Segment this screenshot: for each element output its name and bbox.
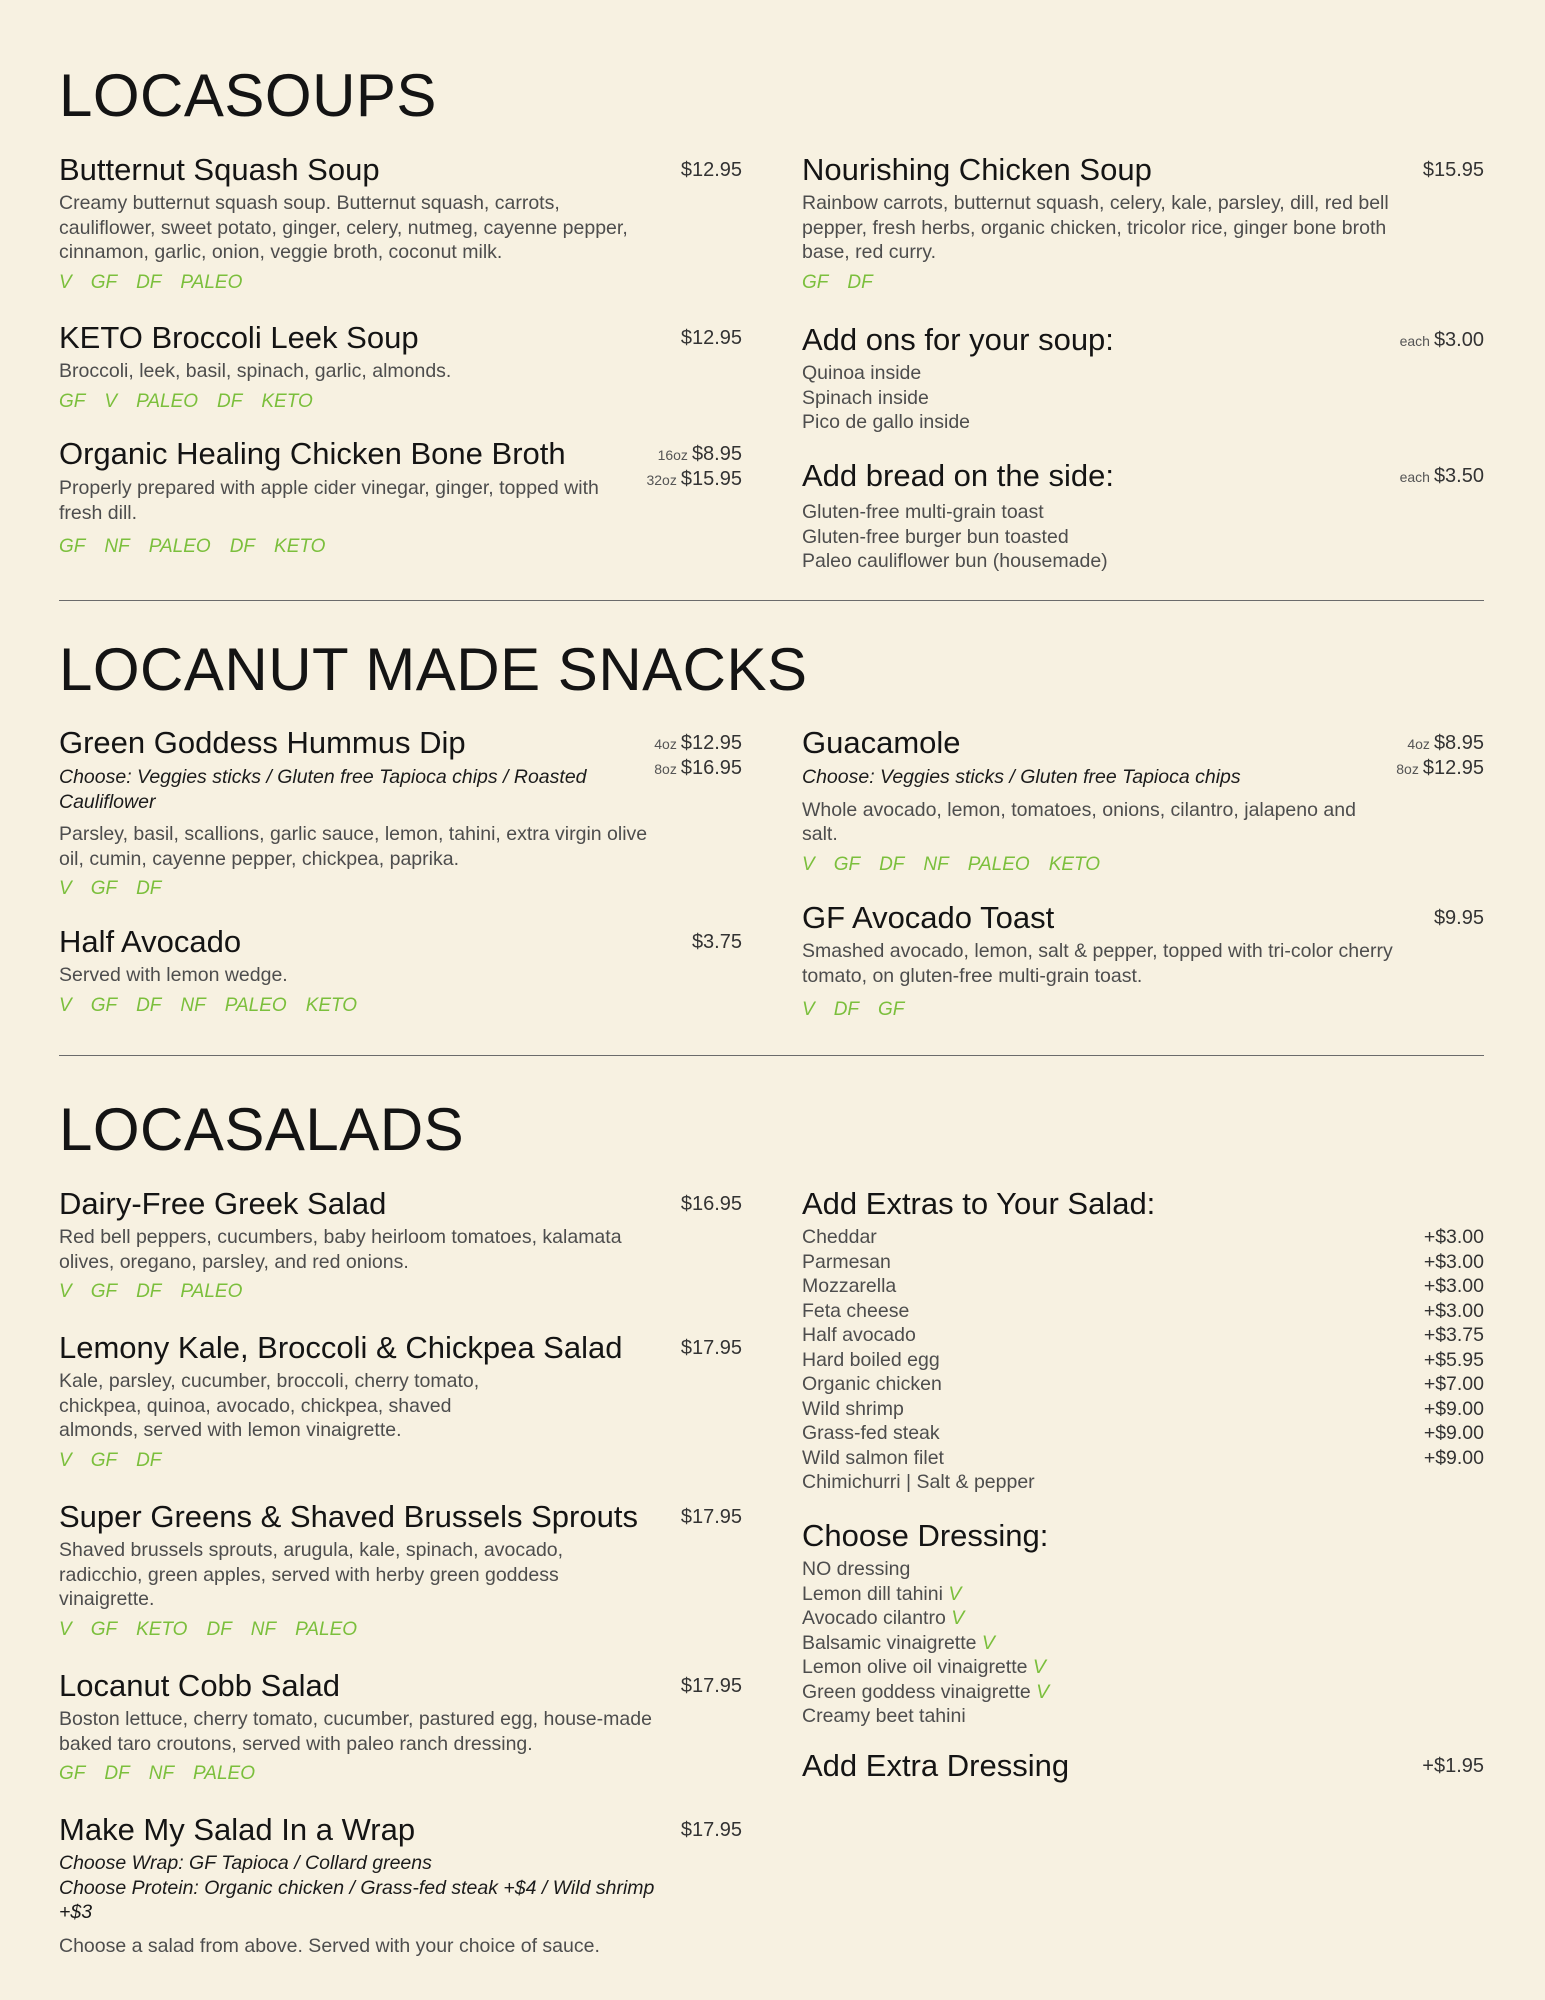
item-name: Dairy-Free Greek Salad: [59, 1186, 387, 1221]
item-name: Organic Healing Chicken Bone Broth: [59, 436, 566, 471]
list-item: Chimichurri | Salt & pepper: [802, 1471, 1035, 1493]
dressing-choices: [802, 1518, 1484, 1729]
item-description: Properly prepared with apple cider vinegar, ginger, topped with fresh dill.: [59, 477, 599, 524]
list-item: Parmesan +$3.00: [802, 1250, 1484, 1273]
item-description: Boston lettuce, cherry tomato, cucumber, pastured egg, house-made baked taro croutons, served with paleo ranch dressing.: [59, 1708, 652, 1755]
diet-tag: DF: [104, 1763, 130, 1784]
diet-tag: V: [59, 271, 72, 293]
list-item: Wild shrimp +$9.00: [802, 1397, 1484, 1420]
item-name: Nourishing Chicken Soup: [802, 152, 1152, 187]
size-label: 32oz: [646, 472, 677, 488]
item-price: $17.95: [680, 1819, 742, 1841]
list-item: Pico de gallo inside: [802, 411, 971, 433]
diet-tag: V: [59, 1618, 72, 1640]
item-name: Add Extra Dressing: [802, 1748, 1070, 1783]
list-item: Balsamic vinaigrette V: [802, 1631, 995, 1654]
item-name: Green Goddess Hummus Dip: [59, 725, 466, 760]
item-price: $3.50: [1433, 465, 1484, 487]
diet-tag: NF: [180, 994, 206, 1016]
diet-tag: V: [802, 999, 815, 1020]
item-price: $12.95: [1422, 757, 1484, 779]
item-price: +$1.95: [1422, 1755, 1484, 1777]
item-description: Smashed avocado, lemon, salt & pepper, topped with tri-color cherry tomato, on gluten-free multi-grain toast.: [802, 940, 1393, 987]
diet-tag: V: [59, 1449, 72, 1471]
diet-tag: GF: [90, 1281, 118, 1302]
diet-tag: PALEO: [148, 536, 211, 557]
item-name: Make My Salad In a Wrap: [59, 1812, 416, 1847]
diet-tag: GF: [90, 271, 118, 293]
item-name: Lemony Kale, Broccoli & Chickpea Salad: [59, 1330, 623, 1365]
diet-tag: GF: [802, 271, 829, 293]
size-label: 8oz: [1396, 761, 1419, 777]
diet-tag: DF: [136, 878, 162, 899]
item-price: $12.95: [680, 732, 742, 754]
list-item: Creamy beet tahini: [802, 1705, 966, 1727]
diet-tag: NF: [148, 1763, 175, 1784]
wrap-choose-options: Choose Wrap: GF Tapioca / Collard greens: [59, 1852, 432, 1874]
dressing-list: [802, 1557, 1484, 1729]
item-price: $17.95: [680, 1506, 742, 1528]
section-title-soups: LOCASOUPS: [59, 62, 437, 129]
item-description: Served with lemon wedge.: [59, 964, 288, 986]
vegan-mark: V: [981, 1631, 995, 1654]
menu-item-salad-wrap: [59, 1812, 742, 1958]
item-price: $3.00: [1433, 329, 1484, 351]
diet-tag: PALEO: [224, 994, 287, 1016]
item-price: $15.95: [1422, 159, 1484, 181]
diet-tag: GF: [90, 994, 118, 1016]
item-price: $17.95: [680, 1337, 742, 1359]
item-description: Choose a salad from above. Served with your choice of sauce.: [59, 1934, 600, 1957]
item-name: Super Greens & Shaved Brussels Sprouts: [59, 1499, 638, 1534]
diet-tag: NF: [250, 1618, 277, 1640]
item-name: Choose Dressing:: [802, 1518, 1049, 1553]
diet-tag: GF: [59, 536, 86, 557]
diet-tag: NF: [104, 536, 130, 557]
each-label: each: [1399, 469, 1430, 485]
diet-tag: PALEO: [967, 853, 1030, 875]
diet-tag: DF: [136, 271, 162, 293]
item-description: Red bell peppers, cucumbers, baby heirloom tomatoes, kalamata olives, oregano, parsley, and red onions.: [59, 1226, 622, 1273]
list-item: Cheddar +$3.00: [802, 1226, 1484, 1248]
list-item: Green goddess vinaigrette V: [802, 1680, 1050, 1703]
item-price: $12.95: [680, 327, 742, 349]
diet-tag: DF: [136, 1449, 162, 1471]
item-name: Add Extras to Your Salad:: [802, 1186, 1156, 1221]
each-label: each: [1399, 333, 1430, 349]
diet-tag: V: [104, 390, 118, 412]
item-price: $9.95: [1433, 907, 1484, 929]
diet-tag: V: [59, 1281, 72, 1302]
item-description: Creamy butternut squash soup. Butternut squash, carrots, cauliflower, sweet potato, ginger, celery, nutmeg, cayenne pepper, cinnamon, garlic, onion, veggie broth, coconut milk.: [59, 192, 628, 263]
diet-tag: GF: [90, 878, 118, 899]
diet-tag: V: [59, 878, 72, 899]
diet-tag: DF: [217, 390, 243, 412]
list-item: Mozzarella +$3.00: [802, 1275, 1484, 1297]
item-price: $3.75: [691, 931, 742, 953]
item-description: Kale, parsley, cucumber, broccoli, cherry tomato, chickpea, quinoa, avocado, chickpea, shaved almonds, served with lemon vinaigrette.: [59, 1370, 480, 1441]
item-choose-options: Choose: Veggies sticks / Gluten free Tapioca chips / Roasted Cauliflower: [59, 766, 587, 813]
diet-tag: KETO: [261, 390, 313, 412]
diet-tag: KETO: [274, 536, 326, 557]
list-item: Paleo cauliflower bun (housemade): [802, 550, 1108, 572]
diet-tag: PALEO: [180, 271, 243, 293]
list-item: Spinach inside: [802, 386, 929, 409]
diet-tags: [59, 1762, 742, 1786]
list-item: Half avocado +$3.75: [802, 1324, 1484, 1346]
diet-tag: GF: [59, 390, 86, 412]
diet-tag: NF: [923, 853, 949, 875]
diet-tag: KETO: [1048, 853, 1101, 875]
extra-dressing: [802, 1748, 1484, 1784]
diet-tag: GF: [833, 853, 861, 875]
salads-left-column: [59, 0, 742, 2000]
item-price: $8.95: [1433, 732, 1484, 754]
item-description: Shaved brussels sprouts, arugula, kale, spinach, avocado, radicchio, green apples, served with herby green goddess vinaigrette.: [59, 1539, 564, 1610]
vegan-mark: V: [948, 1582, 962, 1605]
diet-tag: DF: [847, 271, 873, 293]
salads-right-column: [802, 0, 1484, 2000]
diet-tag: PALEO: [180, 1281, 243, 1302]
diet-tag: DF: [833, 999, 860, 1020]
diet-tag: V: [802, 853, 815, 875]
diet-tag: PALEO: [295, 1618, 358, 1640]
item-name: Add bread on the side:: [802, 458, 1114, 493]
diet-tag: DF: [229, 536, 256, 557]
item-name: GF Avocado Toast: [802, 900, 1055, 935]
section-title-snacks: LOCANUT MADE SNACKS: [59, 636, 808, 703]
list-item: Lemon dill tahini V: [802, 1582, 962, 1605]
diet-tag: DF: [879, 853, 905, 875]
item-description: Parsley, basil, scallions, garlic sauce, lemon, tahini, extra virgin olive oil, cumin, cayenne pepper, chickpea, paprika.: [59, 823, 648, 870]
item-price: $15.95: [680, 468, 742, 490]
item-price: $16.95: [680, 757, 742, 779]
diet-tag: GF: [59, 1763, 86, 1784]
item-name: Butternut Squash Soup: [59, 152, 380, 187]
item-description: Whole avocado, lemon, tomatoes, onions, cilantro, jalapeno and salt.: [802, 798, 1356, 845]
list-item: Organic chicken +$7.00: [802, 1373, 1484, 1395]
diet-tag: V: [59, 994, 72, 1016]
list-item: Gluten-free burger bun toasted: [802, 525, 1069, 548]
diet-tag: DF: [136, 1281, 162, 1302]
item-price: $17.95: [680, 1675, 742, 1697]
item-name: KETO Broccoli Leek Soup: [59, 320, 419, 355]
item-name: Guacamole: [802, 725, 961, 760]
size-label: 4oz: [654, 736, 677, 752]
diet-tags: [59, 1449, 742, 1473]
diet-tag: GF: [878, 999, 905, 1020]
diet-tags: [59, 1618, 742, 1642]
item-name: Locanut Cobb Salad: [59, 1668, 340, 1703]
diet-tag: DF: [136, 994, 162, 1016]
list-item: Quinoa inside: [802, 362, 922, 384]
diet-tag: KETO: [136, 1618, 188, 1640]
extras-list: [802, 1225, 1484, 1495]
list-item: Wild salmon filet +$9.00: [802, 1446, 1484, 1469]
protein-choose-options: Choose Protein: Organic chicken / Grass-fed steak +$4 / Wild shrimp +$3: [59, 1876, 655, 1923]
menu-item-lemony-kale-salad: [59, 1330, 742, 1473]
list-item: Feta cheese +$3.00: [802, 1299, 1484, 1322]
vegan-mark: V: [951, 1607, 965, 1629]
list-item: NO dressing: [802, 1558, 911, 1580]
diet-tag: PALEO: [136, 390, 199, 412]
list-item: Gluten-free multi-grain toast: [802, 501, 1044, 523]
item-price: $8.95: [691, 443, 742, 465]
item-name: Add ons for your soup:: [802, 322, 1114, 357]
list-item: Hard boiled egg +$5.95: [802, 1348, 1484, 1371]
size-label: 16oz: [657, 447, 688, 463]
item-name: Half Avocado: [59, 924, 242, 959]
menu-item-dairy-free-greek-salad: [59, 1186, 742, 1304]
item-price: $12.95: [680, 159, 742, 181]
size-label: 8oz: [654, 761, 677, 777]
diet-tag: KETO: [305, 994, 358, 1016]
diet-tag: DF: [206, 1618, 232, 1640]
diet-tag: PALEO: [193, 1763, 256, 1784]
vegan-mark: V: [1032, 1656, 1046, 1678]
diet-tag: GF: [90, 1618, 118, 1640]
salad-extras: [802, 1186, 1484, 1495]
item-description: Rainbow carrots, butternut squash, celery, kale, parsley, dill, red bell pepper, fresh herbs, organic chicken, tricolor rice, ginger bone broth base, red curry.: [802, 192, 1389, 263]
list-item: Lemon olive oil vinaigrette V: [802, 1656, 1046, 1678]
menu-item-locanut-cobb-salad: [59, 1668, 742, 1786]
size-label: 4oz: [1407, 736, 1430, 752]
diet-tag: GF: [90, 1449, 118, 1471]
section-title-salads: LOCASALADS: [59, 1096, 465, 1163]
item-price: $16.95: [680, 1193, 742, 1215]
list-item: Avocado cilantro V: [802, 1607, 965, 1629]
vegan-mark: V: [1036, 1680, 1050, 1703]
menu-item-super-greens-salad: [59, 1499, 742, 1642]
list-item: Grass-fed steak +$9.00: [802, 1422, 1484, 1444]
diet-tags: [59, 1280, 742, 1304]
item-choose-options: Choose: Veggies sticks / Gluten free Tapioca chips: [802, 766, 1241, 788]
item-description: Broccoli, leek, basil, spinach, garlic, almonds.: [59, 360, 452, 382]
